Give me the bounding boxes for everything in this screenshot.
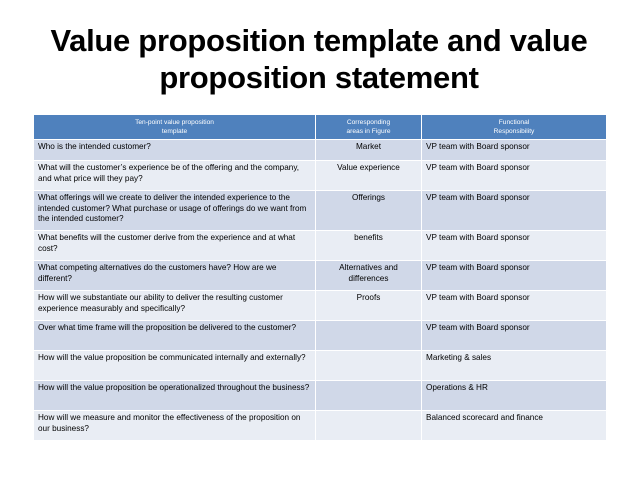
responsibility-cell: Operations & HR xyxy=(422,381,607,411)
table-row xyxy=(34,291,607,321)
table-row xyxy=(34,411,607,441)
area-cell xyxy=(316,321,422,351)
header-areas-line2: areas in Figure xyxy=(346,128,391,135)
table-row xyxy=(34,351,607,381)
table-row xyxy=(34,261,607,291)
header-responsibility-line2: Responsibility xyxy=(493,128,535,135)
page-title xyxy=(0,22,638,96)
area-cell xyxy=(316,381,422,411)
area-cell: Offerings xyxy=(316,191,422,231)
value-proposition-table xyxy=(33,114,607,441)
question-cell: How will the value proposition be operationalized throughout the business? xyxy=(34,381,316,411)
title-line-2: proposition statement xyxy=(159,60,479,95)
area-cell: benefits xyxy=(316,231,422,261)
area-cell: Value experience xyxy=(316,161,422,191)
area-cell xyxy=(316,411,422,441)
header-responsibility xyxy=(422,115,607,140)
header-template-line2: template xyxy=(161,128,188,135)
question-cell: What benefits will the customer derive from the experience and at what cost? xyxy=(34,231,316,261)
header-areas-line1: Corresponding xyxy=(346,119,391,126)
responsibility-cell: VP team with Board sponsor xyxy=(422,291,607,321)
responsibility-cell: VP team with Board sponsor xyxy=(422,261,607,291)
table-row xyxy=(34,161,607,191)
responsibility-cell: VP team with Board sponsor xyxy=(422,231,607,261)
responsibility-cell: VP team with Board sponsor xyxy=(422,161,607,191)
responsibility-cell: VP team with Board sponsor xyxy=(422,140,607,161)
area-cell: Market xyxy=(316,140,422,161)
question-cell: What competing alternatives do the customers have? How are we different? xyxy=(34,261,316,291)
responsibility-cell: Balanced scorecard and finance xyxy=(422,411,607,441)
table-header-row xyxy=(34,115,607,140)
responsibility-cell: VP team with Board sponsor xyxy=(422,321,607,351)
table-row xyxy=(34,140,607,161)
question-cell: How will we substantiate our ability to deliver the resulting customer experience measurably and specifically? xyxy=(34,291,316,321)
question-cell: What offerings will we create to deliver the intended experience to the intended customer? What purchase or usage of offerings do we want from the intended customer? xyxy=(34,191,316,231)
area-cell xyxy=(316,351,422,381)
question-cell: Who is the intended customer? xyxy=(34,140,316,161)
header-template xyxy=(34,115,316,140)
table-row xyxy=(34,381,607,411)
title-line-1: Value proposition template and value xyxy=(50,23,588,58)
question-cell: Over what time frame will the proposition be delivered to the customer? xyxy=(34,321,316,351)
table-row xyxy=(34,231,607,261)
responsibility-cell: VP team with Board sponsor xyxy=(422,191,607,231)
table-row xyxy=(34,321,607,351)
table-row xyxy=(34,191,607,231)
area-cell: Alternatives and differences xyxy=(316,261,422,291)
header-areas xyxy=(316,115,422,140)
responsibility-cell: Marketing & sales xyxy=(422,351,607,381)
question-cell: What will the customer’s experience be of the offering and the company, and what price will they pay? xyxy=(34,161,316,191)
header-template-line1: Ten-point value proposition xyxy=(135,119,214,126)
header-responsibility-line1: Functional xyxy=(498,119,530,126)
question-cell: How will we measure and monitor the effectiveness of the proposition on our business? xyxy=(34,411,316,441)
area-cell: Proofs xyxy=(316,291,422,321)
question-cell: How will the value proposition be communicated internally and externally? xyxy=(34,351,316,381)
